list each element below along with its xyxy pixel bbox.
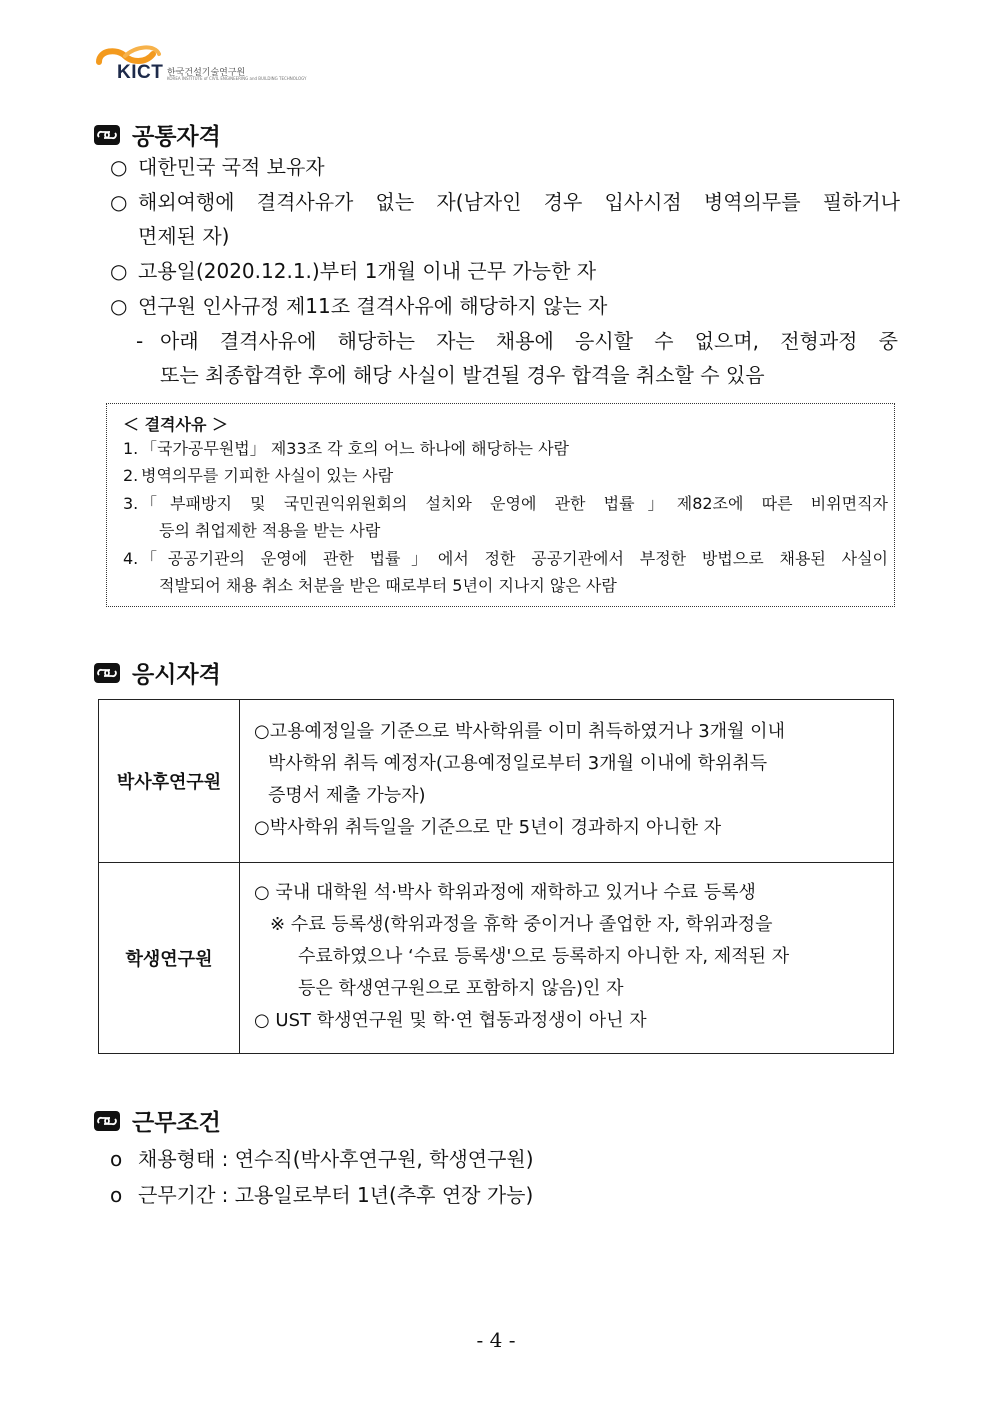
item-text-cont: 적발되어 채용 취소 처분을 받은 때로부터 5년이 지나지 않은 사람: [159, 576, 617, 595]
section-qualification-title: 응시자격: [132, 662, 221, 688]
section-conditions-heading: [94, 1104, 221, 1137]
item-number: 3.: [123, 494, 139, 513]
content-line: 등은 학생연구원으로 포함하지 않음)인 자: [298, 978, 624, 999]
row-label: 학생연구원: [99, 863, 240, 1054]
disqualification-box: [106, 403, 895, 607]
logo-text: KICT: [117, 62, 164, 83]
content-line: ○고용예정일을 기준으로 박사학위를 이미 취득하였거나 3개월 이내: [254, 721, 785, 742]
item-text: 「부패방지 및 국민권익위원회의 설치와 운영에 관한 법률」제82조에 따른 비위면직자: [141, 494, 888, 513]
row-content: [240, 863, 894, 1054]
qualification-table: [98, 699, 894, 1054]
bullet-mark: ○: [110, 294, 128, 318]
content-line: 증명서 제출 가능자): [268, 785, 426, 806]
bullet-mark: o: [110, 1147, 123, 1171]
common-sub-line: 아래 결격사유에 해당하는 자는 채용에 응시할 수 없으며, 전형과정 중: [160, 329, 898, 353]
content-line: 박사학위 취득 예정자(고용예정일로부터 3개월 이내에 학위취득: [268, 753, 768, 774]
common-item-text: 연구원 인사규정 제11조 결격사유에 해당하지 않는 자: [138, 294, 608, 318]
common-item-text: 고용일(2020.12.1.)부터 1개월 이내 근무 가능한 자: [138, 259, 597, 283]
bullet-mark: ○: [110, 155, 128, 179]
bullet-mark: o: [110, 1183, 123, 1207]
item-number: 2.: [123, 466, 139, 485]
content-line: ※ 수료 등록생(학위과정을 휴학 중이거나 졸업한 자, 학위과정을: [270, 914, 773, 935]
bullet-mark: ○: [110, 190, 128, 214]
dash-mark: -: [136, 329, 144, 353]
row-content: [240, 700, 894, 863]
item-number: 4.: [123, 549, 139, 568]
section-conditions-title: 근무조건: [132, 1110, 221, 1136]
logo-org-name-en: KOREA INSTITUTE of CIVIL ENGINEERING and BUILDING TECHNOLOGY: [167, 76, 307, 81]
conditions-item-text: 채용형태 : 연수직(박사후연구원, 학생연구원): [138, 1147, 534, 1171]
link-icon: [94, 663, 120, 683]
content-line: ○박사학위 취득일을 기준으로 만 5년이 경과하지 아니한 자: [254, 817, 722, 838]
table-row: [99, 863, 894, 1054]
table-row: [99, 700, 894, 863]
logo-org-name: 한국건설기술연구원: [167, 68, 246, 78]
row-label: 박사후연구원: [99, 700, 240, 863]
page-number: - 4 -: [476, 1328, 516, 1352]
disqualification-title: ＜ 결격사유 ＞: [123, 415, 228, 434]
content-line: 수료하였으나 ‘수료 등록생'으로 등록하지 아니한 자, 제적된 자: [298, 946, 790, 967]
item-text-cont: 등의 취업제한 적용을 받는 사람: [159, 521, 381, 540]
item-text: 병역의무를 기피한 사실이 있는 사람: [141, 466, 394, 485]
section-common-title: 공통자격: [132, 124, 221, 150]
section-qualification-heading: [94, 656, 221, 689]
section-common-heading: [94, 118, 221, 151]
common-item-text: 대한민국 국적 보유자: [138, 155, 325, 179]
item-text: 「국가공무원법」 제33조 각 호의 어느 하나에 해당하는 사람: [141, 439, 569, 458]
common-item-text: 해외여행에 결격사유가 없는 자(남자인 경우 입사시점 병역의무를 필하거나: [138, 190, 900, 214]
conditions-item-text: 근무기간 : 고용일로부터 1년(추후 연장 가능): [138, 1183, 534, 1207]
common-item-text-cont: 면제된 자): [138, 224, 230, 248]
link-icon: [94, 125, 120, 145]
item-number: 1.: [123, 439, 139, 458]
content-line: ○ 국내 대학원 석·박사 학위과정에 재학하고 있거나 수료 등록생: [254, 882, 756, 903]
common-sub-line-cont: 또는 최종합격한 후에 해당 사실이 발견될 경우 합격을 취소할 수 있음: [160, 363, 765, 387]
content-line: ○ UST 학생연구원 및 학·연 협동과정생이 아닌 자: [254, 1010, 647, 1031]
item-text: 「공공기관의 운영에 관한 법률」에서 정한 공공기관에서 부정한 방법으로 채용된 사실이: [141, 549, 888, 568]
link-icon: [94, 1111, 120, 1131]
bullet-mark: ○: [110, 259, 128, 283]
